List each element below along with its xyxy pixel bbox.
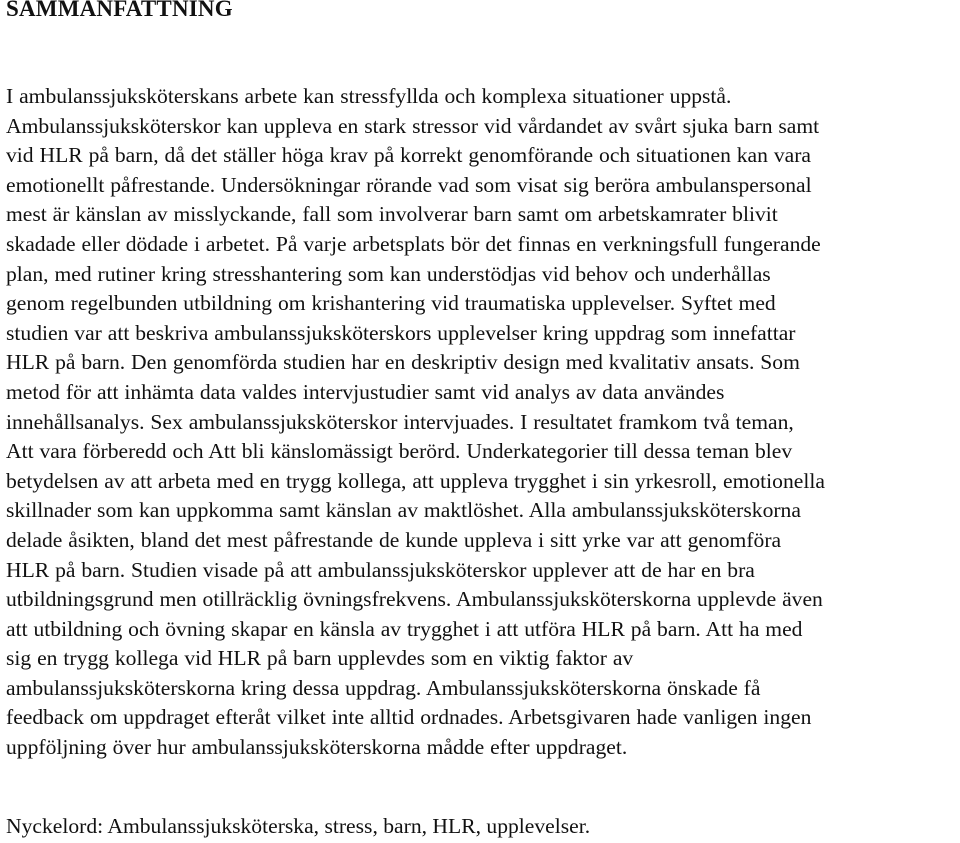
abstract-line: mest är känslan av misslyckande, fall som involverar barn samt om arbetskamrater blivit <box>6 202 778 227</box>
abstract-paragraph <box>6 82 958 763</box>
abstract-line: emotionellt påfrestande. Undersökningar rörande vad som visat sig beröra ambulanspersonal <box>6 172 812 197</box>
abstract-line: genom regelbunden utbildning om krishantering vid traumatiska upplevelser. Syftet med <box>6 291 776 316</box>
abstract-line: innehållsanalys. Sex ambulanssjuksköterskor intervjuades. I resultatet framkom två teman, <box>6 409 794 434</box>
abstract-line: att utbildning och övning skapar en känsla av trygghet i att utföra HLR på barn. Att ha med <box>6 616 803 641</box>
abstract-line: delade åsikten, bland det mest påfrestande de kunde uppleva i sitt yrke var att genomföra <box>6 527 782 552</box>
abstract-line: studien var att beskriva ambulanssjuksköterskors upplevelser kring uppdrag som innefattar <box>6 320 796 345</box>
abstract-line: Ambulanssjuksköterskor kan uppleva en stark stressor vid vårdandet av svårt sjuka barn samt <box>6 113 820 138</box>
abstract-line: utbildningsgrund men otillräcklig övningsfrekvens. Ambulanssjuksköterskorna upplevde även <box>6 587 823 612</box>
abstract-line: metod för att inhämta data valdes intervjustudier samt vid analys av data användes <box>6 379 725 404</box>
abstract-line: plan, med rutiner kring stresshantering som kan understödjas vid behov och underhållas <box>6 261 771 286</box>
abstract-line: HLR på barn. Den genomförda studien har en deskriptiv design med kvalitativ ansats. Som <box>6 350 800 375</box>
abstract-line: skadade eller dödade i arbetet. På varje arbetsplats bör det finnas en verkningsfull fungerande <box>6 231 821 256</box>
abstract-line: feedback om uppdraget efteråt vilket inte alltid ordnades. Arbetsgivaren hade vanligen ingen <box>6 705 812 730</box>
abstract-line: skillnader som kan uppkomma samt känslan av maktlöshet. Alla ambulanssjuksköterskorna <box>6 498 801 523</box>
abstract-line: Att vara förberedd och Att bli känslomässigt berörd. Underkategorier till dessa teman blev <box>6 439 793 464</box>
abstract-line: betydelsen av att arbeta med en trygg kollega, att uppleva trygghet i sin yrkesroll, emotionella <box>6 468 825 493</box>
abstract-line: HLR på barn. Studien visade på att ambulanssjuksköterskor upplever att de har en bra <box>6 557 755 582</box>
abstract-line: sig en trygg kollega vid HLR på barn upplevdes som en viktig faktor av <box>6 646 634 671</box>
abstract-line: uppföljning över hur ambulanssjuksköterskorna mådde efter uppdraget. <box>6 735 628 760</box>
abstract-line: ambulanssjuksköterskorna kring dessa uppdrag. Ambulanssjuksköterskorna önskade få <box>6 675 761 700</box>
page-title: SAMMANFATTNING <box>6 0 233 21</box>
abstract-line: I ambulanssjuksköterskans arbete kan stressfyllda och komplexa situationer uppstå. <box>6 84 732 108</box>
keywords-line: Nyckelord: Ambulanssjuksköterska, stress, barn, HLR, upplevelser. <box>6 814 591 838</box>
abstract-line: vid HLR på barn, då det ställer höga krav på korrekt genomförande och situationen kan vara <box>6 143 811 168</box>
